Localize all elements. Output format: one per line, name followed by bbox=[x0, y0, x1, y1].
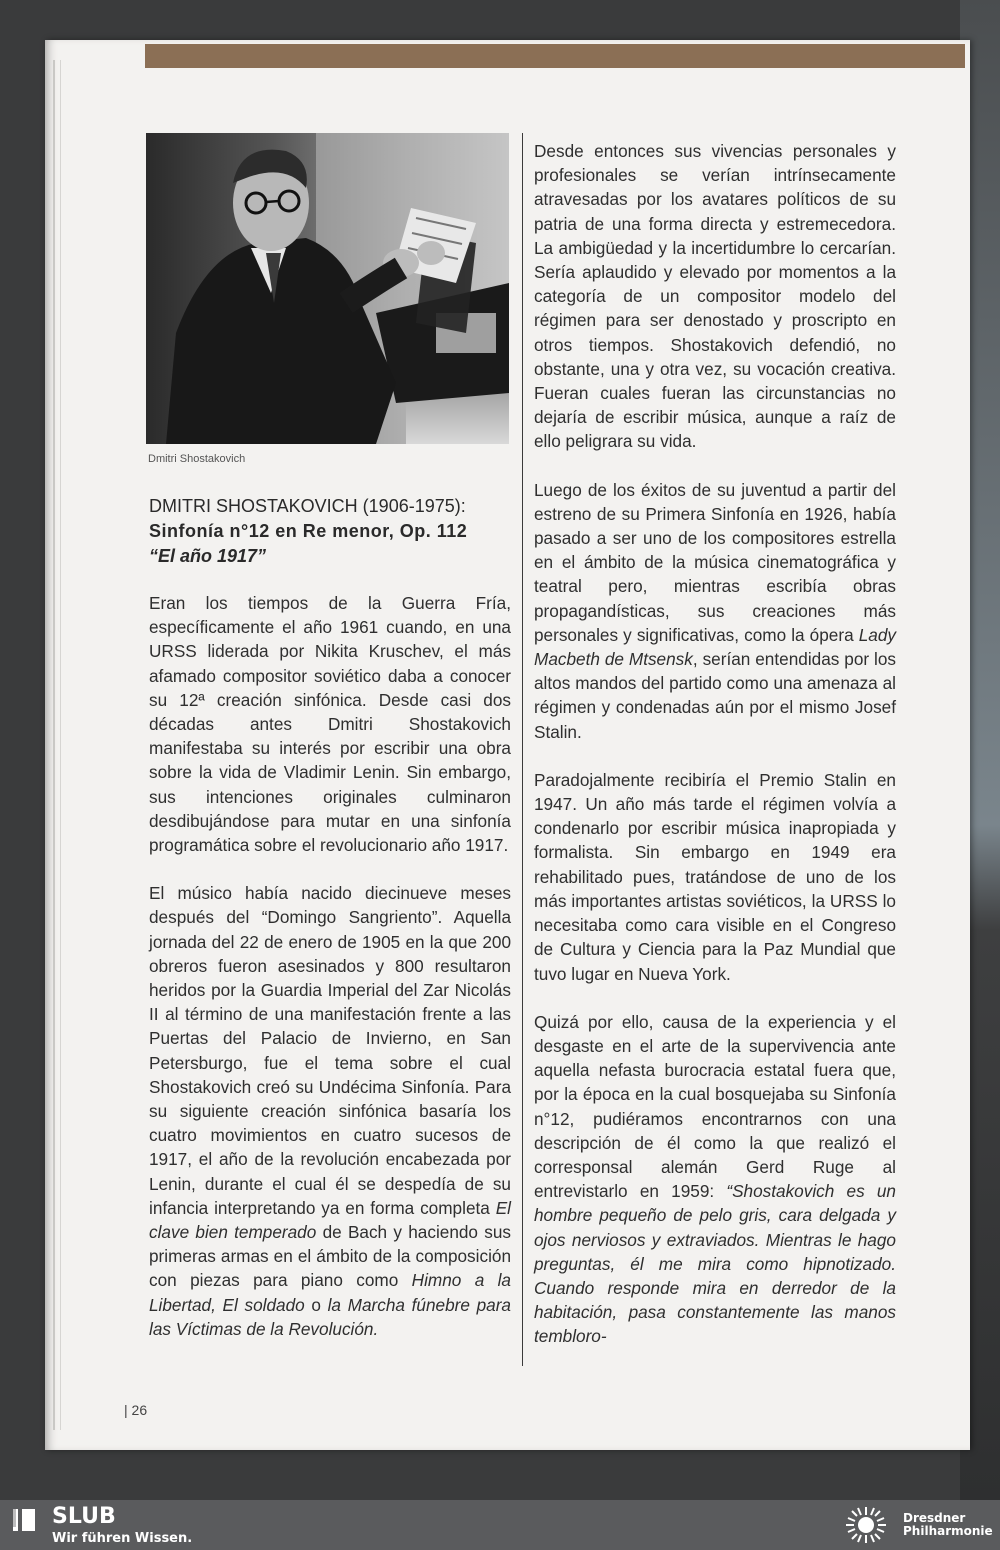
paragraph: Quizá por ello, causa de la experiencia y el desgaste en el arte de la supervivencia ante aquella nefasta burocracia estatal fuera que, por la época en la cual bosquejaba su Sinfonía n°12, pudiéramos encontrarnos con una descripción de él como la que realizó el corresponsal alemán Gerd Ruge al entrevistarlo en 1959: “Shostakovich es un hombre pequeño de pelo gris, cara delgada y ojos nerviosos y extraviados. Mientras le hago preguntas, él me mira como hipnotizado. Cuando responde mira en derredor de la habitación, pasa constantemente las manos tembloro- bbox=[534, 1011, 896, 1347]
heading-work: Sinfonía n°12 en Re menor, Op. 112 bbox=[149, 521, 468, 541]
philharmonie-name: Dresdner Philharmonie bbox=[903, 1511, 993, 1538]
slub-logo-icon bbox=[10, 1505, 40, 1535]
paragraph: El músico había nacido diecinueve meses después del “Domingo Sangriento”. Aquella jornada del 22 de enero de 1905 en la que 200 obreros fueron asesinados y 800 resultaron heridos por la Guardia Imperial del Zar Nicolás II al término de una manifestación frente a las Puertas del Palacio de Invierno, en San Petersburgo, fue el tema sobre el cual Shostakovich creó su Undécima Sinfonía. Para su siguiente creación sinfónica basaría los cuatro movimientos en cuatro sucesos de 1917, el año de la revolución encabezada por Lenin, durante el cual él se despedía de su infancia interpretando ya en forma completa El clave bien temperado de Bach y haciendo sus primeras armas en el ámbito de la composición con piezas para piano como Himno a la Libertad, El soldado o la Marcha fúnebre para las Víctimas de la Revolución. bbox=[149, 883, 511, 1339]
portrait-image bbox=[146, 133, 509, 444]
left-column bbox=[149, 591, 511, 1341]
article-heading bbox=[149, 494, 519, 569]
right-column bbox=[534, 139, 896, 1349]
philharmonie-logo-icon bbox=[840, 1503, 892, 1547]
shostakovich-photo bbox=[146, 133, 509, 444]
paragraph: Luego de los éxitos de su juventud a partir del estreno de su Primera Sinfonía en 1926, había pasado a ser uno de los compositores estrella en el ámbito de la música cinematográfica y teatral pero, mientras escribía obras propagandísticas, sus creaciones más personales y significativas, como la ópera Lady Macbeth de Mtsensk, serían entendidas por los altos mandos del partido como una amenaza al régimen y condenadas aún por el mismo Josef Stalin. bbox=[534, 479, 896, 742]
header-color-band bbox=[145, 44, 965, 68]
paragraph: Desde entonces sus vivencias personales y profesionales se verían intrínsecamente atravesadas por los avatares políticos de su patria de una forma directa y estremecedora. La ambigüedad y la incertidumbre lo cercarían. Sería aplaudido y elevado por momentos a la categoría de un compositor modelo del régimen para ser denostado y proscripto en otros tiempos. Shostakovich defendió, no obstante, una y otra vez, su vocación creativa. Fueran cuales fueran las circunstancias no dejaría de escribir música, aunque a raíz de ello peligrara su vida. bbox=[534, 141, 896, 452]
heading-composer: DMITRI SHOSTAKOVICH (1906-1975): bbox=[149, 496, 466, 516]
page-edge-line bbox=[60, 60, 61, 1430]
heading-subtitle: “El año 1917” bbox=[149, 546, 267, 566]
photo-caption: Dmitri Shostakovich bbox=[148, 453, 246, 465]
paragraph: Paradojalmente recibiría el Premio Stalin en 1947. Un año más tarde el régimen volvía a condenarlo por escribir música inapropiada y formalista. Sin embargo en 1949 era rehabilitado pues, tratándose de uno de los más importantes artistas soviéticos, la URSS lo necesitaba como cara visible en el Congreso de Cultura y Ciencia para la Paz Mundial que tuvo lugar en Nueva York. bbox=[534, 769, 896, 984]
column-divider bbox=[522, 133, 523, 1366]
slub-name: SLUB bbox=[52, 1504, 116, 1529]
page-edge-line bbox=[53, 60, 55, 1430]
page-number: | 26 bbox=[124, 1402, 148, 1418]
paragraph: Eran los tiempos de la Guerra Fría, específicamente el año 1961 cuando, en una URSS liderada por Nikita Kruschev, el más afamado compositor soviético daba a conocer su 12ª creación sinfónica. Desde casi dos décadas antes Dmitri Shostakovich manifestaba su interés por escribir una obra sobre la vida de Vladimir Lenin. Sin embargo, sus intenciones originales culminaron desdibujándose para mutar en una sinfonía programática sobre el revolucionario año 1917. bbox=[149, 593, 511, 856]
slub-tagline: Wir führen Wissen. bbox=[52, 1531, 193, 1546]
